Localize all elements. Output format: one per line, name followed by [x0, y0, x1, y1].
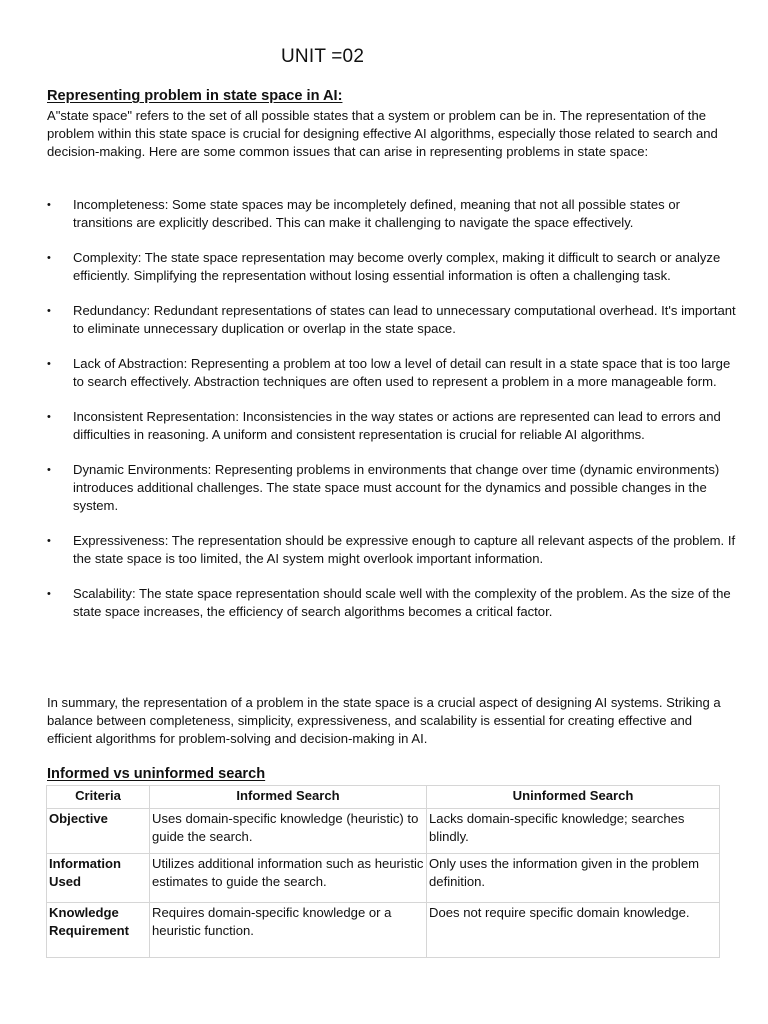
intro-paragraph: A"state space" refers to the set of all possible states that a system or problem can be in. The representation of the problem within this state space is crucial for designing effective AI algorithms, especially those related to search and decision-making. Here are some common issues that can arise in representing problems in state space:: [47, 108, 718, 159]
list-item: [47, 196, 737, 232]
section-heading-state-space: Representing problem in state space in AI:: [47, 88, 343, 104]
bullet-icon: •: [47, 305, 51, 317]
table-cell-informed: Utilizes additional information such as heuristic estimates to guide the search.: [150, 854, 427, 903]
list-item: [47, 249, 737, 285]
table-cell-uninformed: Lacks domain-specific knowledge; searches blindly.: [427, 809, 720, 854]
unit-title: UNIT =02: [281, 46, 365, 67]
summary-paragraph: In summary, the representation of a problem in the state space is a crucial aspect of designing AI systems. Striking a balance between completeness, simplicity, expressiveness, and scalability is essential for creating effective and efficient algorithms for problem-solving and decision-making in AI.: [47, 695, 721, 746]
table-cell-criteria: Information Used: [47, 854, 150, 903]
list-item: [47, 585, 737, 621]
table-cell-criteria: Objective: [47, 809, 150, 854]
bullet-icon: •: [47, 588, 51, 600]
column-header-uninformed: Uninformed Search: [427, 786, 720, 809]
bullet-icon: •: [47, 535, 51, 547]
bullet-icon: •: [47, 411, 51, 423]
table-cell-uninformed: Only uses the information given in the problem definition.: [427, 854, 720, 903]
issues-list: [47, 196, 737, 638]
list-item-text: Complexity: The state space representation may become overly complex, making it difficult to search or analyze efficiently. Simplifying the representation without losing essential information is often a challenging task.: [73, 250, 721, 283]
comparison-table: [46, 785, 720, 958]
list-item-text: Redundancy: Redundant representations of states can lead to unnecessary computational overhead. It's important to eliminate unnecessary duplication or overlap in the state space.: [73, 303, 736, 336]
table-row: [47, 809, 720, 854]
section-heading-search: Informed vs uninformed search: [47, 766, 266, 782]
column-header-informed: Informed Search: [150, 786, 427, 809]
bullet-icon: •: [47, 199, 51, 211]
table-row: [47, 854, 720, 903]
list-item: [47, 408, 737, 444]
list-item-text: Scalability: The state space representation should scale well with the complexity of the problem. As the size of the state space increases, the efficiency of search algorithms becomes a critical factor.: [73, 586, 731, 619]
list-item-text: Inconsistent Representation: Inconsistencies in the way states or actions are represented can lead to errors and difficulties in reasoning. A uniform and consistent representation is crucial for reliable AI algorithms.: [73, 409, 721, 442]
table-cell-criteria: Knowledge Requirement: [47, 903, 150, 958]
list-item: [47, 355, 737, 391]
list-item-text: Expressiveness: The representation should be expressive enough to capture all relevant aspects of the problem. If the state space is too limited, the AI system might overlook important information.: [73, 533, 736, 566]
table-cell-uninformed: Does not require specific domain knowledge.: [427, 903, 720, 958]
list-item: [47, 532, 737, 568]
bullet-icon: •: [47, 252, 51, 264]
table-cell-informed: Uses domain-specific knowledge (heuristic) to guide the search.: [150, 809, 427, 854]
list-item: [47, 302, 737, 338]
table-header-row: [47, 786, 720, 809]
list-item-text: Incompleteness: Some state spaces may be incompletely defined, meaning that not all possible states or transitions are explicitly described. This can make it challenging to navigate the space effectively.: [73, 197, 681, 230]
bullet-icon: •: [47, 358, 51, 370]
table-cell-informed: Requires domain-specific knowledge or a heuristic function.: [150, 903, 427, 958]
column-header-criteria: Criteria: [47, 786, 150, 809]
list-item: [47, 461, 737, 515]
list-item-text: Dynamic Environments: Representing problems in environments that change over time (dynamic environments) introduces additional challenges. The state space must account for the dynamics and possible changes in the system.: [73, 462, 720, 513]
bullet-icon: •: [47, 464, 51, 476]
table-row: [47, 903, 720, 958]
list-item-text: Lack of Abstraction: Representing a problem at too low a level of detail can result in a state space that is too large to search effectively. Abstraction techniques are often used to represent a problem in a more manageable form.: [73, 356, 731, 389]
